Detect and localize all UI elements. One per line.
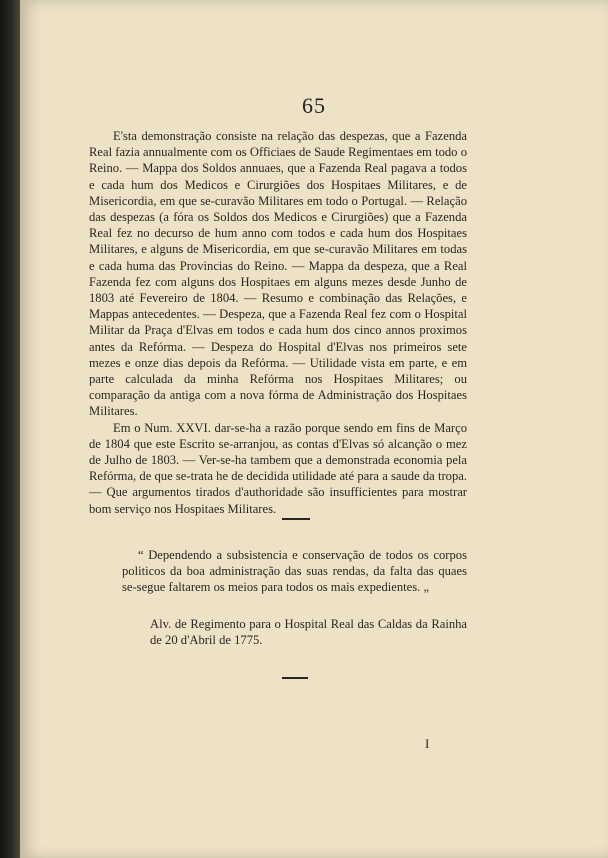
page-number: 65: [302, 93, 326, 118]
epigraph-quote: [122, 547, 467, 596]
body-paragraph: E'sta demonstração consiste na relação das despezas, que a Fazenda Real fazia annualmente com os Officiaes de Saude Regimentaes em todo o Reino. — Mappa dos Soldos annuaes, que a Fazenda Real pagava a todos e cada hum dos Medicos e Cirurgiões dos Hospitaes Militares, e de Misericordia, em que se-curavão Militares em todo o Portugal. — Relação das despezas (a fóra os Soldos dos Medicos e Cirurgiões) que a Fazenda Real fez no decurso de hum anno com todos e cada hum dos Hospitaes Militares, e alguns de Misericordia, em que se-curavão Militares em todas e cada huma das Provincias do Reino. — Mappa da despeza, que a Real Fazenda fez com alguns dos Hospitaes em alguns mezes desde Junho de 1803 até Fevereiro de 1804. — Resumo e combinação das Relações, e Mappas antecedentes. — Despeza, que a Fazenda Real fez com o Hospital Militar da Praça d'Elvas em todos e cada hum dos cinco annos proximos antes da Refórma. — Despeza do Hospital d'Elvas nos primeiros sete mezes e onze dias depois da Refórma. — Utilidade vista em parte, e em parte calculada da minha Refórma nos Hospitaes Militares; ou comparação da antiga com a nova fórma de Administração dos Hospitaes Militares.: [89, 129, 467, 419]
book-gutter: [0, 0, 20, 858]
citation-text: Alv. de Regimento para o Hospital Real das Caldas da Rainha de 20 d'Abril de 1775.: [150, 617, 467, 648]
epigraph-citation: [150, 616, 467, 648]
signature-mark: I: [425, 736, 430, 751]
main-text: [89, 128, 467, 517]
section-divider: [282, 677, 308, 679]
section-divider: [282, 518, 310, 520]
book-page: [20, 0, 608, 858]
body-paragraph: Em o Num. XXVI. dar-se-ha a razão porque sendo em fins de Março de 1804 que este Escrito se-arranjou, as contas d'Elvas só alcanção o mez de Julho de 1803. — Ver-se-ha tambem que a demonstrada economia pela Refórma, de que se-trata he de decidida utilidade até para a saude da tropa. — Que argumentos tirados d'authoridade são insufficientes para mostrar bom serviço nos Hospitaes Militares.: [89, 420, 467, 516]
quote-text: “ Dependendo a subsistencia e conservação de todos os corpos politicos da boa administração das suas rendas, da falta das quaes se-segue faltarem os meios para todos os mais expedientes. „: [122, 548, 467, 595]
